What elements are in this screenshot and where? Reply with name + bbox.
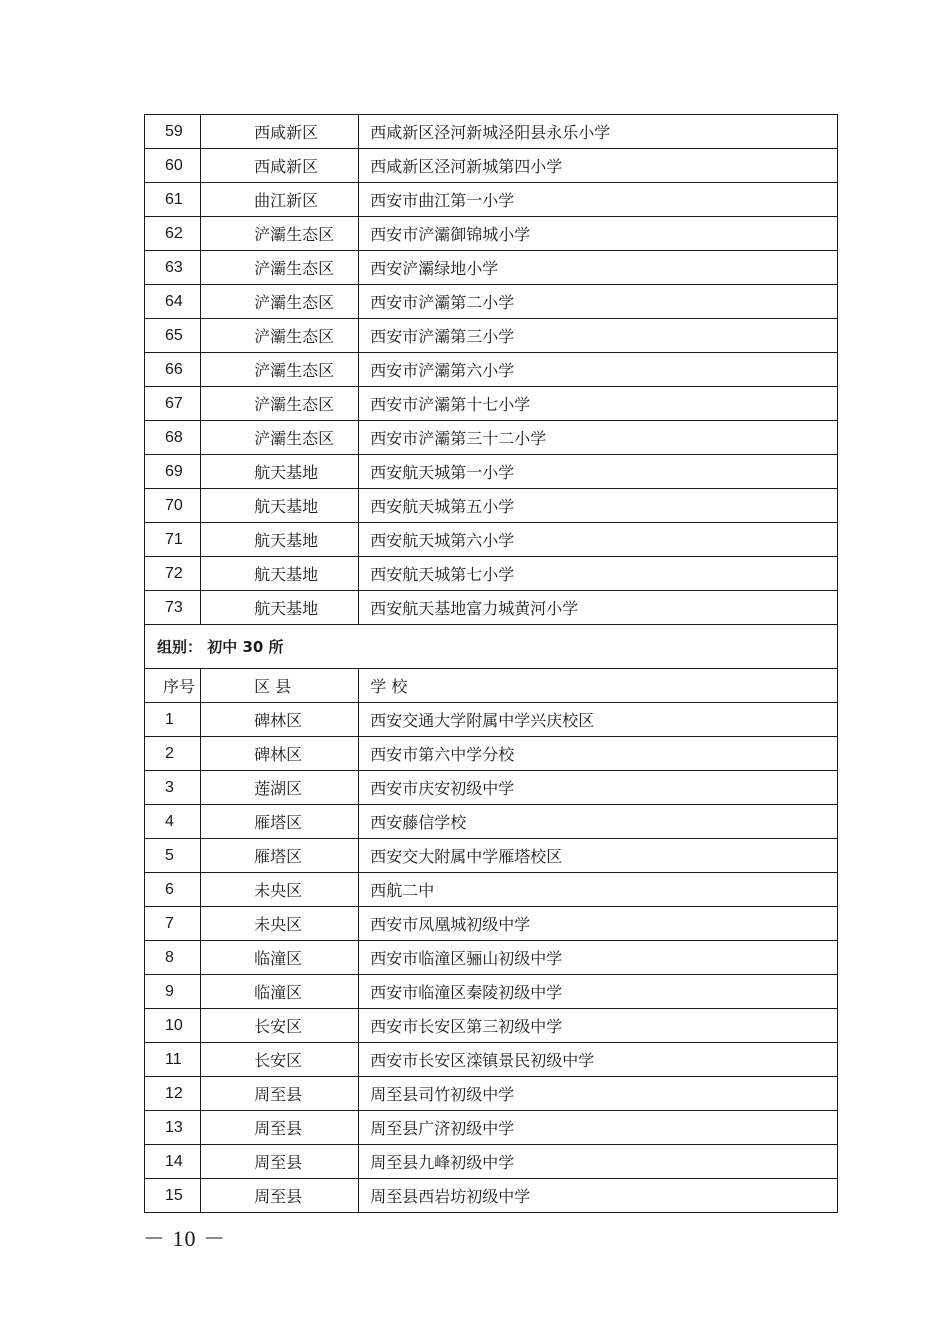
row-number: 9 [145, 975, 201, 1009]
row-district: 雁塔区 [201, 805, 359, 839]
row-school: 西安交大附属中学雁塔校区 [359, 839, 838, 873]
row-number: 70 [145, 489, 201, 523]
row-number: 69 [145, 455, 201, 489]
table-row [145, 873, 838, 907]
row-number: 63 [145, 251, 201, 285]
row-number: 4 [145, 805, 201, 839]
table-row [145, 1145, 838, 1179]
row-school: 西安市临潼区秦陵初级中学 [359, 975, 838, 1009]
table-row [145, 1077, 838, 1111]
table-row [145, 489, 838, 523]
table-row [145, 557, 838, 591]
row-number: 59 [145, 115, 201, 149]
row-number: 3 [145, 771, 201, 805]
row-district: 雁塔区 [201, 839, 359, 873]
table-row [145, 149, 838, 183]
row-school: 西安市浐灞第三小学 [359, 319, 838, 353]
table-row [145, 1179, 838, 1213]
row-school: 西安市浐灞第三十二小学 [359, 421, 838, 455]
page-number: － 10 － [143, 1226, 227, 1251]
row-district: 航天基地 [201, 455, 359, 489]
row-number: 14 [145, 1145, 201, 1179]
row-school: 西安市浐灞御锦城小学 [359, 217, 838, 251]
row-number: 64 [145, 285, 201, 319]
row-number: 12 [145, 1077, 201, 1111]
row-district: 长安区 [201, 1009, 359, 1043]
table-row [145, 907, 838, 941]
table-row [145, 703, 838, 737]
row-school: 西航二中 [359, 873, 838, 907]
row-district: 西咸新区 [201, 115, 359, 149]
row-number: 5 [145, 839, 201, 873]
table-row [145, 975, 838, 1009]
table-row [145, 285, 838, 319]
row-district: 未央区 [201, 907, 359, 941]
row-school: 周至县司竹初级中学 [359, 1077, 838, 1111]
table-row [145, 771, 838, 805]
row-number: 1 [145, 703, 201, 737]
table-row [145, 115, 838, 149]
row-school: 西咸新区泾河新城第四小学 [359, 149, 838, 183]
row-district: 浐灞生态区 [201, 353, 359, 387]
row-school: 西安浐灞绿地小学 [359, 251, 838, 285]
row-district: 曲江新区 [201, 183, 359, 217]
row-number: 73 [145, 591, 201, 625]
row-number: 6 [145, 873, 201, 907]
row-school: 西安市长安区第三初级中学 [359, 1009, 838, 1043]
row-number: 2 [145, 737, 201, 771]
row-district: 浐灞生态区 [201, 387, 359, 421]
row-district: 未央区 [201, 873, 359, 907]
row-number: 62 [145, 217, 201, 251]
row-school: 西安市庆安初级中学 [359, 771, 838, 805]
row-district: 航天基地 [201, 523, 359, 557]
table-row [145, 839, 838, 873]
table-row [145, 737, 838, 771]
table-body [145, 115, 838, 1213]
row-district: 莲湖区 [201, 771, 359, 805]
table-row [145, 251, 838, 285]
row-school: 西安航天城第七小学 [359, 557, 838, 591]
group-label: 组别： 初中 30 所 [145, 625, 838, 669]
row-school: 西安航天城第一小学 [359, 455, 838, 489]
row-district: 浐灞生态区 [201, 319, 359, 353]
row-district: 区 县 [201, 669, 359, 703]
row-number: 68 [145, 421, 201, 455]
row-school: 西安航天城第六小学 [359, 523, 838, 557]
table-row [145, 1043, 838, 1077]
row-district: 周至县 [201, 1077, 359, 1111]
table-row [145, 1009, 838, 1043]
row-district: 临潼区 [201, 941, 359, 975]
row-number: 60 [145, 149, 201, 183]
table-row [145, 523, 838, 557]
table-row [145, 217, 838, 251]
row-district: 航天基地 [201, 489, 359, 523]
row-district: 周至县 [201, 1145, 359, 1179]
table-row [145, 805, 838, 839]
row-number: 72 [145, 557, 201, 591]
row-number: 65 [145, 319, 201, 353]
row-district: 浐灞生态区 [201, 251, 359, 285]
row-school: 西安市浐灞第十七小学 [359, 387, 838, 421]
row-district: 浐灞生态区 [201, 285, 359, 319]
row-number: 71 [145, 523, 201, 557]
row-number: 15 [145, 1179, 201, 1213]
row-district: 浐灞生态区 [201, 421, 359, 455]
row-number: 8 [145, 941, 201, 975]
row-district: 浐灞生态区 [201, 217, 359, 251]
row-school: 周至县西岩坊初级中学 [359, 1179, 838, 1213]
row-school: 西咸新区泾河新城泾阳县永乐小学 [359, 115, 838, 149]
row-school: 西安市长安区滦镇景民初级中学 [359, 1043, 838, 1077]
row-school: 周至县广济初级中学 [359, 1111, 838, 1145]
row-school: 西安藤信学校 [359, 805, 838, 839]
table-row [145, 183, 838, 217]
table-row [145, 1111, 838, 1145]
row-district: 航天基地 [201, 557, 359, 591]
row-school: 西安市浐灞第二小学 [359, 285, 838, 319]
table-row [145, 941, 838, 975]
row-school: 西安市第六中学分校 [359, 737, 838, 771]
row-number: 67 [145, 387, 201, 421]
table-row [145, 319, 838, 353]
row-school: 学 校 [359, 669, 838, 703]
row-school: 西安市临潼区骊山初级中学 [359, 941, 838, 975]
row-number: 序号 [145, 669, 201, 703]
school-list-table [144, 114, 838, 1213]
row-district: 周至县 [201, 1111, 359, 1145]
table-header-row [145, 669, 838, 703]
table-row [145, 421, 838, 455]
group-row [145, 625, 838, 669]
row-district: 碑林区 [201, 703, 359, 737]
row-school: 西安航天基地富力城黄河小学 [359, 591, 838, 625]
row-district: 西咸新区 [201, 149, 359, 183]
row-school: 西安交通大学附属中学兴庆校区 [359, 703, 838, 737]
table-row [145, 387, 838, 421]
row-school: 周至县九峰初级中学 [359, 1145, 838, 1179]
row-district: 临潼区 [201, 975, 359, 1009]
row-number: 13 [145, 1111, 201, 1145]
row-number: 66 [145, 353, 201, 387]
table-row [145, 353, 838, 387]
row-district: 碑林区 [201, 737, 359, 771]
row-school: 西安市凤凰城初级中学 [359, 907, 838, 941]
row-district: 周至县 [201, 1179, 359, 1213]
row-number: 10 [145, 1009, 201, 1043]
row-number: 7 [145, 907, 201, 941]
row-district: 长安区 [201, 1043, 359, 1077]
row-number: 61 [145, 183, 201, 217]
row-school: 西安市浐灞第六小学 [359, 353, 838, 387]
row-district: 航天基地 [201, 591, 359, 625]
table-row [145, 591, 838, 625]
table-row [145, 455, 838, 489]
row-school: 西安航天城第五小学 [359, 489, 838, 523]
row-number: 11 [145, 1043, 201, 1077]
row-school: 西安市曲江第一小学 [359, 183, 838, 217]
